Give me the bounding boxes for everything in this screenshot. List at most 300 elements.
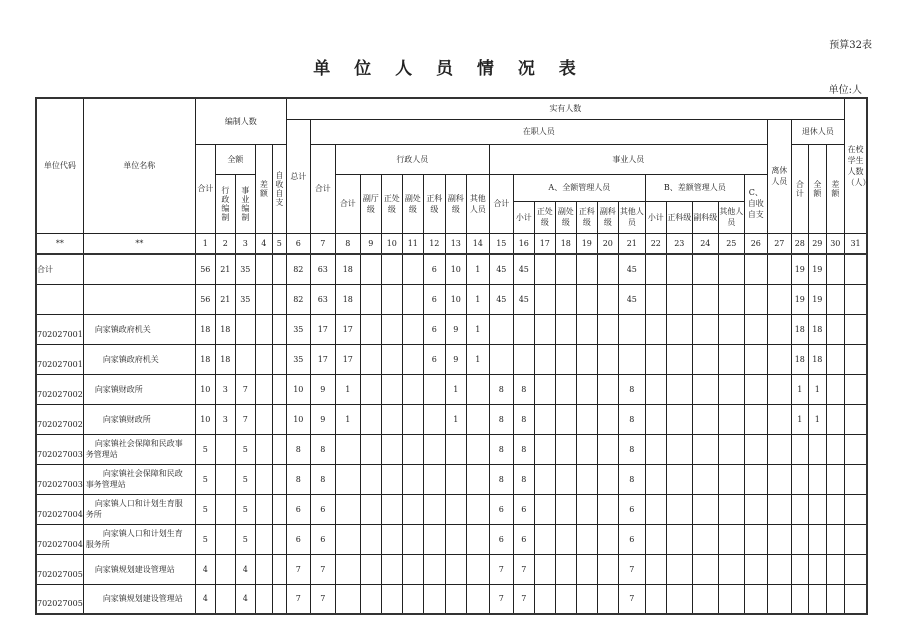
value-cell: 7 [513,554,534,584]
page-title: 单 位 人 员 情 况 表 [313,59,585,79]
value-cell [718,464,744,494]
value-cell [576,344,597,374]
value-cell [555,554,576,584]
value-cell [534,494,555,524]
value-cell: 1 [466,254,489,284]
value-cell [718,344,744,374]
table-row [36,494,867,524]
value-cell [666,284,692,314]
value-cell [692,584,718,614]
value-cell: 1 [808,404,826,434]
value-cell [360,434,381,464]
value-cell [645,254,666,284]
unit-code-cell: 702027005 [36,554,83,584]
value-cell [645,404,666,434]
value-cell [767,524,791,554]
value-cell [272,344,286,374]
value-cell: 10 [286,374,310,404]
header-diff-text: 差额 [259,179,269,198]
header-duty-total: 合计 [310,144,335,233]
value-cell: 1 [445,404,466,434]
value-cell [666,374,692,404]
value-cell [555,374,576,404]
value-cell [555,344,576,374]
value-cell: 5 [235,524,255,554]
header-a-col: 其他人员 [618,201,645,233]
value-cell [826,524,844,554]
value-cell [466,404,489,434]
header-students [844,98,871,233]
value-cell [272,494,286,524]
value-cell [791,434,808,464]
value-cell [767,494,791,524]
table-row [36,584,867,614]
value-cell: 10 [195,404,215,434]
column-number: 10 [381,233,402,254]
value-cell [423,494,445,524]
header-a-col: 正科级 [576,201,597,233]
value-cell: 4 [195,584,215,614]
value-cell: 6 [423,254,445,284]
column-number: 30 [826,233,844,254]
value-cell [826,554,844,584]
value-cell: 6 [310,524,335,554]
value-cell [272,524,286,554]
value-cell [555,584,576,614]
value-cell [597,314,618,344]
value-cell [826,284,844,314]
value-cell [381,254,402,284]
header-actual: 实有人数 [286,98,844,119]
column-number: 22 [645,233,666,254]
value-cell [767,344,791,374]
value-cell [513,314,534,344]
value-cell: 7 [489,554,513,584]
value-cell [808,434,826,464]
value-cell [534,404,555,434]
value-cell [767,404,791,434]
value-cell: 1 [808,374,826,404]
value-cell [844,494,867,524]
header-admin-quota [215,174,235,233]
header-diff [255,144,272,233]
value-cell [445,524,466,554]
value-cell [272,254,286,284]
value-cell [718,314,744,344]
value-cell [381,464,402,494]
value-cell [381,314,402,344]
header-group-c: C、自收自支 [744,174,767,233]
value-cell [445,434,466,464]
value-cell [489,314,513,344]
value-cell [844,404,867,434]
value-cell: 35 [286,314,310,344]
value-cell [645,524,666,554]
value-cell: 35 [286,344,310,374]
value-cell [791,584,808,614]
value-cell [767,584,791,614]
value-cell: 45 [489,284,513,314]
value-cell [744,284,767,314]
value-cell [423,464,445,494]
value-cell [534,254,555,284]
value-cell: 35 [235,284,255,314]
value-cell: 6 [489,524,513,554]
value-cell: 45 [618,284,645,314]
column-number: 16 [513,233,534,254]
value-cell [744,524,767,554]
value-cell: 19 [808,284,826,314]
value-cell [576,254,597,284]
value-cell: 6 [618,524,645,554]
value-cell [744,374,767,404]
value-cell [534,284,555,314]
value-cell [381,584,402,614]
header-retired-diff-text: 差额 [830,179,840,198]
value-cell [692,374,718,404]
column-number: 21 [618,233,645,254]
value-cell [402,314,423,344]
value-cell [402,344,423,374]
value-cell [597,584,618,614]
value-cell: 1 [466,344,489,374]
value-cell [360,524,381,554]
value-cell [767,374,791,404]
value-cell [645,434,666,464]
value-cell [555,494,576,524]
header-admin-total: 合计 [335,174,360,233]
header-retired: 退休人员 [791,119,844,144]
value-cell [255,434,272,464]
value-cell [597,284,618,314]
value-cell [466,494,489,524]
value-cell [844,284,867,314]
value-cell [381,404,402,434]
value-cell: 4 [235,554,255,584]
value-cell [666,494,692,524]
value-cell: 8 [489,464,513,494]
value-cell [744,344,767,374]
value-cell [255,344,272,374]
value-cell: 8 [310,434,335,464]
value-cell [381,554,402,584]
value-cell [534,554,555,584]
column-number: 15 [489,233,513,254]
table-row [36,524,867,554]
value-cell [272,374,286,404]
value-cell [335,554,360,584]
value-cell [597,254,618,284]
value-cell: 9 [310,374,335,404]
column-number: 14 [466,233,489,254]
value-cell [791,554,808,584]
value-cell [466,524,489,554]
value-cell: 8 [286,434,310,464]
value-cell [534,314,555,344]
value-cell [534,584,555,614]
value-cell [272,584,286,614]
value-cell: 4 [195,554,215,584]
unit-code-cell [36,284,83,314]
value-cell: 18 [195,314,215,344]
value-cell [466,434,489,464]
value-cell [692,344,718,374]
unit-name-cell: 向家镇社会保障和民政事务管理站 [83,464,195,494]
value-cell: 1 [791,374,808,404]
value-cell [445,554,466,584]
column-number: 24 [692,233,718,254]
value-cell [692,314,718,344]
value-cell [666,584,692,614]
value-cell: 6 [513,524,534,554]
column-number: 2 [215,233,235,254]
value-cell [767,284,791,314]
column-number: 26 [744,233,767,254]
value-cell: 10 [445,254,466,284]
value-cell: 8 [489,434,513,464]
value-cell [597,344,618,374]
table-row [36,464,867,494]
value-cell: 18 [335,284,360,314]
value-cell [718,584,744,614]
value-cell [645,554,666,584]
value-cell: 8 [489,404,513,434]
header-full: 全额 [215,144,255,174]
header-retired-total [791,144,808,233]
value-cell [576,494,597,524]
value-cell: 18 [808,344,826,374]
value-cell [402,284,423,314]
value-cell [718,284,744,314]
value-cell [255,404,272,434]
value-cell: 45 [618,254,645,284]
value-cell [555,284,576,314]
unit-name-cell [83,284,195,314]
value-cell [744,254,767,284]
value-cell: 8 [286,464,310,494]
value-cell: 45 [489,254,513,284]
column-number: 8 [335,233,360,254]
value-cell: 5 [195,464,215,494]
value-cell [360,314,381,344]
value-cell [555,434,576,464]
value-cell [808,494,826,524]
header-admin-col: 副科级 [445,174,466,233]
value-cell [744,404,767,434]
value-cell [360,374,381,404]
value-cell [692,494,718,524]
header-b-col: 其他人员 [718,201,744,233]
value-cell [618,314,645,344]
value-cell: 7 [618,584,645,614]
unit-name-cell: 向家镇人口和计划生育服务所 [83,524,195,554]
value-cell [791,464,808,494]
value-cell [808,524,826,554]
value-cell: 7 [513,584,534,614]
header-quota: 编制人数 [195,98,286,144]
value-cell [555,464,576,494]
value-cell [666,434,692,464]
value-cell: 5 [235,434,255,464]
header-a-col: 副处级 [555,201,576,233]
value-cell: 5 [195,494,215,524]
value-cell: 19 [808,254,826,284]
value-cell: 18 [808,314,826,344]
column-number: 27 [767,233,791,254]
header-inst-total: 合计 [489,174,513,233]
value-cell: 5 [235,494,255,524]
value-cell [576,374,597,404]
value-cell [826,344,844,374]
personnel-table [35,97,871,615]
value-cell [235,314,255,344]
unit-code-cell: 702027001 [36,344,83,374]
value-cell [826,254,844,284]
value-cell: 4 [235,584,255,614]
header-retired-total-text: 合计 [795,179,805,198]
value-cell [692,254,718,284]
value-cell [423,584,445,614]
unit-code-cell: 702027005 [36,584,83,614]
value-cell [767,314,791,344]
value-cell: 6 [310,494,335,524]
value-cell: 8 [310,464,335,494]
header-retired-diff [826,144,844,233]
value-cell [423,434,445,464]
header-admin-col: 其他人员 [466,174,489,233]
value-cell [826,494,844,524]
value-cell: 1 [445,374,466,404]
value-cell [534,524,555,554]
value-cell [423,404,445,434]
value-cell: 5 [195,524,215,554]
value-cell [597,464,618,494]
value-cell [534,464,555,494]
value-cell [423,554,445,584]
value-cell [576,584,597,614]
value-cell [597,524,618,554]
value-cell: 8 [618,434,645,464]
unit-name-cell: 向家镇规划建设管理站 [83,584,195,614]
value-cell: 8 [513,434,534,464]
value-cell [692,524,718,554]
value-cell: 8 [618,464,645,494]
header-self-text: 自收自支 [274,170,284,207]
value-cell [534,374,555,404]
value-cell: 56 [195,254,215,284]
column-number: 31 [844,233,867,254]
value-cell [513,344,534,374]
value-cell [692,554,718,584]
unit-code-cell: 702027001 [36,314,83,344]
value-cell [666,254,692,284]
value-cell [666,404,692,434]
value-cell: 18 [335,254,360,284]
column-number: 29 [808,233,826,254]
value-cell: 8 [618,374,645,404]
value-cell [215,584,235,614]
value-cell: 8 [618,404,645,434]
unit-code-cell: 702027003 [36,434,83,464]
value-cell: 63 [310,254,335,284]
value-cell [255,314,272,344]
value-cell [555,524,576,554]
value-cell [844,254,867,284]
header-unit-code: 单位代码 [36,98,83,233]
column-number: 5 [272,233,286,254]
value-cell [718,434,744,464]
value-cell [360,494,381,524]
header-b-col: 正科级 [666,201,692,233]
column-number: 28 [791,233,808,254]
unit-name-cell [83,254,195,284]
value-cell: 10 [286,404,310,434]
value-cell: 7 [618,554,645,584]
value-cell [744,494,767,524]
header-self [272,144,286,233]
value-cell [576,524,597,554]
value-cell [645,584,666,614]
value-cell [555,254,576,284]
value-cell: 18 [791,344,808,374]
value-cell: 1 [466,314,489,344]
value-cell [718,254,744,284]
column-number: ** [83,233,195,254]
value-cell: 6 [423,284,445,314]
value-cell [718,494,744,524]
header-group-a: A、全额管理人员 [513,174,645,201]
value-cell [576,284,597,314]
value-cell [255,254,272,284]
value-cell [744,434,767,464]
value-cell [576,434,597,464]
value-cell: 82 [286,254,310,284]
value-cell: 8 [513,464,534,494]
value-cell [826,404,844,434]
value-cell: 9 [445,314,466,344]
value-cell [272,464,286,494]
value-cell [744,584,767,614]
unit-name-cell: 向家镇社会保障和民政事务管理站 [83,434,195,464]
value-cell [423,524,445,554]
header-admin-col: 正处级 [381,174,402,233]
value-cell: 1 [335,374,360,404]
column-number: 9 [360,233,381,254]
value-cell [360,554,381,584]
value-cell: 9 [445,344,466,374]
value-cell: 7 [310,554,335,584]
value-cell [255,464,272,494]
table-row [36,344,867,374]
value-cell [255,584,272,614]
value-cell [791,494,808,524]
value-cell [808,554,826,584]
value-cell [618,344,645,374]
header-unit-name: 单位名称 [83,98,195,233]
column-number: 3 [235,233,255,254]
column-number: 13 [445,233,466,254]
unit-name-cell: 向家镇财政所 [83,404,195,434]
value-cell [826,374,844,404]
value-cell [272,554,286,584]
value-cell [767,464,791,494]
value-cell [791,524,808,554]
value-cell [423,374,445,404]
value-cell [826,584,844,614]
column-number: 1 [195,233,215,254]
value-cell [844,584,867,614]
value-cell [666,524,692,554]
